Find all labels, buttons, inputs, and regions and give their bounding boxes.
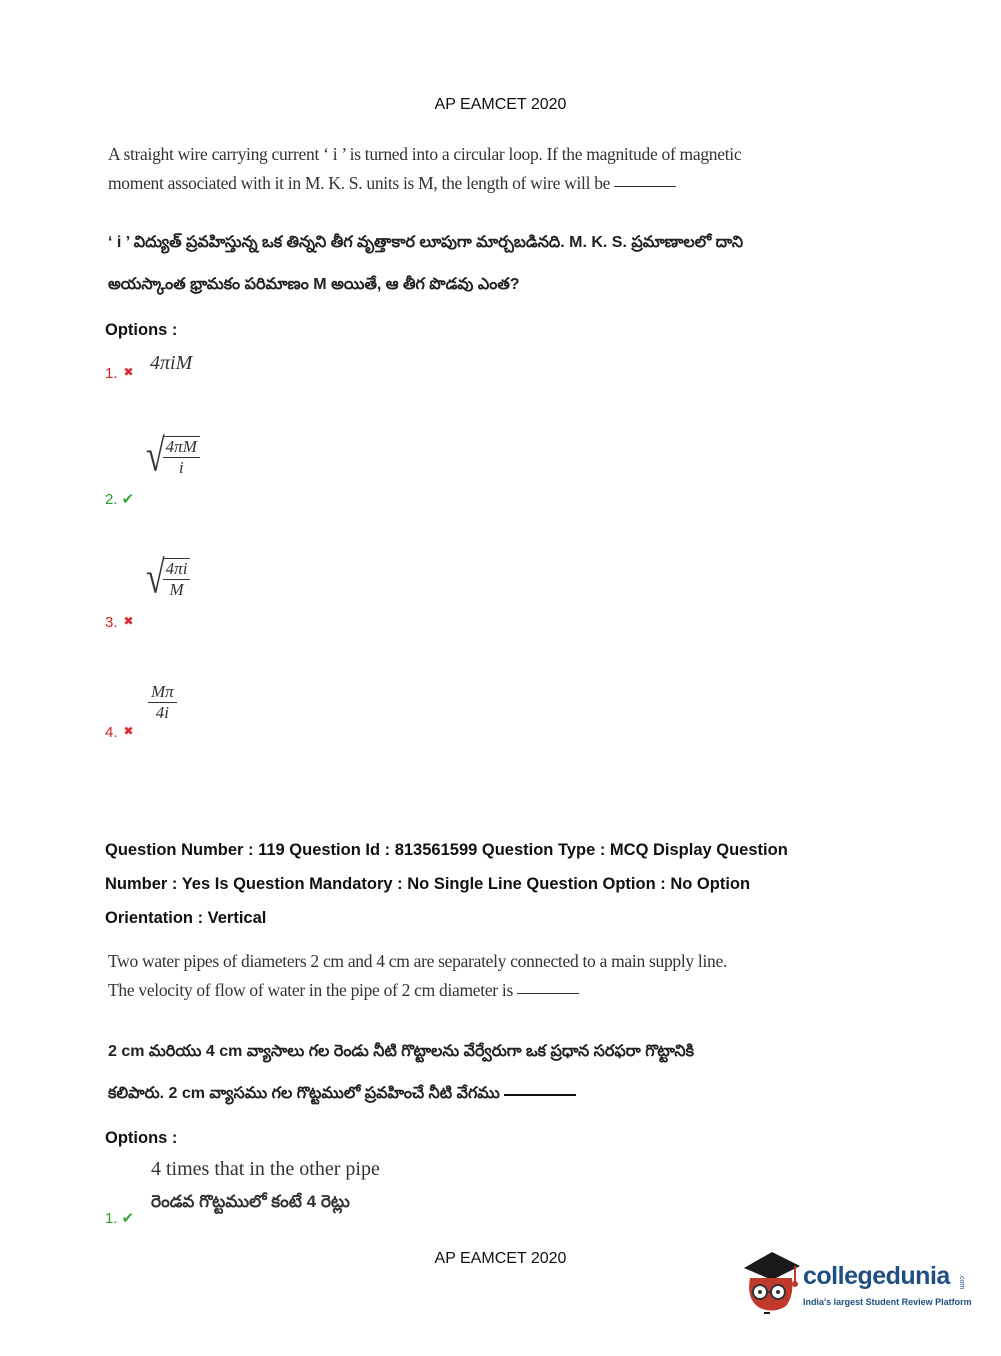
question-118-text-telugu — [108, 222, 743, 306]
question-line: అయస్కాంత భ్రామకం పరిమాణం M అయితే, ఆ తీగ పొడవు ఎంత? — [108, 276, 520, 293]
wrong-mark-icon: ✖ — [123, 365, 134, 379]
correct-mark-icon: ✔ — [121, 491, 135, 508]
page-header: AP EAMCET 2020 — [434, 96, 567, 113]
question-118-text-english — [108, 140, 741, 198]
fraction — [163, 558, 191, 600]
option-3-expression — [146, 553, 190, 604]
logo-name: collegedunia — [803, 1262, 950, 1290]
option-1-expression: 4πiM — [150, 352, 193, 374]
question-line: A straight wire carrying current ‘ i ’ is turned into a circular loop. If the magnitude of magnetic — [108, 144, 742, 164]
numerator: Mπ — [148, 682, 177, 703]
answer-blank — [504, 1093, 576, 1096]
numerator: 4πM — [163, 437, 200, 458]
wrong-mark-icon: ✖ — [123, 724, 134, 738]
meta-line: Orientation : Vertical — [105, 909, 267, 927]
denominator: M — [169, 580, 184, 599]
option-4[interactable] — [105, 724, 134, 741]
radical-sign: √ — [146, 553, 165, 604]
option-3[interactable] — [105, 614, 134, 631]
question-line: Two water pipes of diameters 2 cm and 4 cm are separately connected to a main supply line. — [108, 951, 728, 971]
option-number: 1. — [105, 365, 118, 382]
option-1-telugu: రెండవ గొట్టములో కంటే 4 రెట్లు — [151, 1192, 350, 1211]
option-1[interactable] — [105, 1209, 134, 1227]
fraction — [163, 436, 200, 478]
question-line: 2 cm మరియు 4 cm వ్యాసాలు గల రెండు నీటి గొట్టాలను వేర్వేరుగా ఒక ప్రధాన సరఫరా గొట్టానికి — [108, 1043, 695, 1060]
option-4-expression — [148, 682, 177, 723]
option-number: 4. — [105, 724, 118, 741]
option-2-expression — [146, 431, 200, 482]
correct-mark-icon: ✔ — [121, 1210, 135, 1227]
question-line: moment associated with it in M. K. S. units is M, the length of wire will be — [108, 169, 741, 198]
page-footer: AP EAMCET 2020 — [434, 1250, 567, 1267]
option-number: 1. — [105, 1210, 118, 1227]
option-2[interactable] — [105, 490, 134, 508]
fraction — [148, 682, 177, 723]
question-119-meta — [105, 833, 885, 935]
numerator: 4πi — [163, 559, 191, 580]
question-line: The velocity of flow of water in the pipe of 2 cm diameter is — [108, 976, 727, 1005]
denominator: i — [178, 458, 184, 477]
option-1-english: 4 times that in the other pipe — [151, 1158, 380, 1180]
option-number: 2. — [105, 491, 118, 508]
question-line: ‘ i ’ విద్యుత్ ప్రవహిస్తున్న ఒక తిన్నని తీగ వృత్తాకార లూపుగా మార్చబడినది. M. K. S. ప్రమాణాలలో దాని — [108, 234, 744, 251]
question-119-text-telugu — [108, 1031, 694, 1115]
logo-tagline: India's largest Student Review Platform — [803, 1297, 972, 1307]
answer-blank — [517, 992, 579, 994]
denominator: 4i — [155, 703, 169, 722]
meta-line: Question Number : 119 Question Id : 813561599 Question Type : MCQ Display Question — [105, 841, 788, 859]
option-number: 3. — [105, 614, 118, 631]
question-line: కలిపారు. 2 cm వ్యాసము గల గొట్టములో ప్రవహించే నీటి వేగము — [108, 1073, 694, 1115]
collegedunia-logo-icon — [742, 1248, 802, 1318]
options-label: Options : — [105, 1129, 178, 1147]
radical-sign: √ — [146, 431, 165, 482]
meta-line: Number : Yes Is Question Mandatory : No Single Line Question Option : No Option — [105, 875, 751, 893]
wrong-mark-icon: ✖ — [123, 614, 134, 628]
answer-blank — [614, 185, 676, 187]
question-119-text-english — [108, 947, 727, 1005]
option-1[interactable] — [105, 365, 134, 382]
logo-com: .com — [958, 1274, 965, 1290]
options-label: Options : — [105, 321, 178, 339]
